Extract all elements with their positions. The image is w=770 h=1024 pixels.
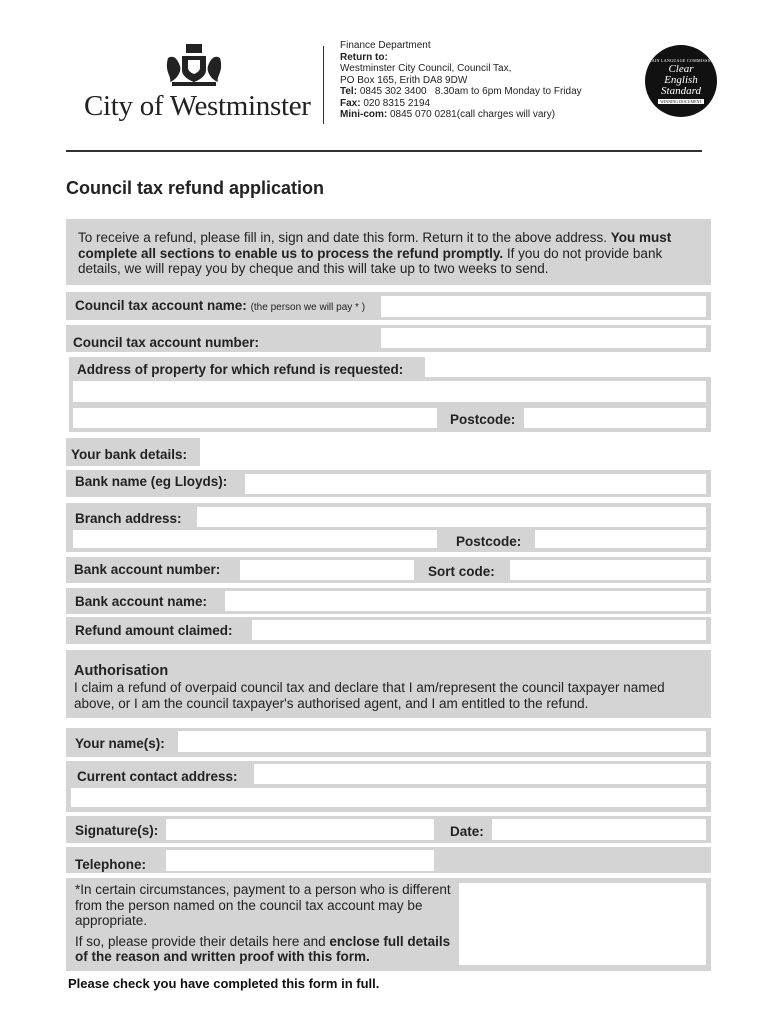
property-address-line2[interactable] xyxy=(73,408,437,428)
your-names-input[interactable] xyxy=(178,731,706,752)
refund-amount-input[interactable] xyxy=(252,620,706,640)
your-names-label: Your name(s): xyxy=(75,736,165,751)
logo-text: City of Westminster xyxy=(84,90,311,122)
account-number-label: Council tax account number: xyxy=(73,335,260,350)
authorisation-text: I claim a refund of overpaid council tax and declare that I am/represent the council taxpayer named above, or I am the council taxpayer's authorised agent, and I am entitled to the refund. xyxy=(74,680,665,711)
branch-address-label: Branch address: xyxy=(75,511,182,526)
header-divider xyxy=(323,46,324,124)
header-rule xyxy=(66,150,702,152)
branch-postcode-input[interactable] xyxy=(535,530,706,548)
page-title: Council tax refund application xyxy=(66,178,325,198)
contact-address-label: Current contact address: xyxy=(77,769,238,784)
clear-english-badge xyxy=(645,45,717,117)
sort-code-input[interactable] xyxy=(510,560,706,580)
intro-panel xyxy=(66,219,711,285)
department: Finance Department xyxy=(340,40,431,51)
property-postcode-label: Postcode: xyxy=(450,412,516,427)
fax-label: Fax: xyxy=(340,97,361,109)
address-line2: PO Box 165, Erith DA8 9DW xyxy=(340,74,468,86)
date-input[interactable] xyxy=(492,819,706,840)
badge-line2: English xyxy=(664,74,698,86)
bank-account-name-label: Bank account name: xyxy=(75,594,208,609)
property-postcode-input[interactable] xyxy=(524,408,706,428)
footnote-column xyxy=(75,882,459,965)
telephone-label: Telephone: xyxy=(75,857,147,872)
tel-label: Tel: xyxy=(340,86,358,97)
fax-value: 020 8315 2194 xyxy=(363,97,431,109)
signature-field[interactable] xyxy=(166,819,434,840)
badge-winning: WINNING DOCUMENT xyxy=(660,99,702,104)
return-to-label: Return to: xyxy=(340,51,388,63)
signatures-label: Signature(s): xyxy=(75,823,159,838)
account-name-note: (the person we will pay * ) xyxy=(250,302,366,313)
branch-postcode-label: Postcode: xyxy=(456,534,522,549)
account-name-label xyxy=(75,298,365,313)
property-address-label: Address of property for which refund is requested: xyxy=(77,362,404,377)
date-label: Date: xyxy=(450,824,484,839)
alternative-payee-details-input[interactable] xyxy=(459,883,706,965)
bank-name-label: Bank name (eg Lloyds): xyxy=(75,474,228,489)
branch-address-line1[interactable] xyxy=(197,507,706,527)
tel-value: 0845 302 3400 8.30am to 6pm Monday to Friday xyxy=(359,86,582,97)
refund-amount-label: Refund amount claimed: xyxy=(75,623,233,638)
intro-part1: To receive a refund, please fill in, sign and date this form. Return it to the above address. xyxy=(78,230,611,245)
bank-name-input[interactable] xyxy=(245,474,706,494)
property-address-line1[interactable] xyxy=(73,381,706,402)
account-number-input[interactable] xyxy=(381,328,706,348)
footnote-text2 xyxy=(75,934,459,965)
account-name-input[interactable] xyxy=(381,296,706,317)
badge-line1: Clear xyxy=(668,63,694,75)
footnote-text1: *In certain circumstances, payment to a person who is different from the person named on the council tax account may be appropriate. xyxy=(75,882,451,928)
telephone-input[interactable] xyxy=(166,850,434,871)
badge-ring-text: PLAIN LANGUAGE COMMISSION xyxy=(646,58,716,63)
bank-account-name-input[interactable] xyxy=(225,591,706,611)
return-address-block xyxy=(340,40,582,121)
bank-account-number-label: Bank account number: xyxy=(74,562,221,577)
bank-details-heading: Your bank details: xyxy=(71,447,188,462)
intro-part2: If you do not provide bank details, we will repay you by cheque and this will take up to two weeks to send. xyxy=(78,245,663,276)
bank-account-number-input[interactable] xyxy=(240,560,414,580)
footer-reminder: Please check you have completed this form in full. xyxy=(68,976,380,991)
minicom-label: Mini-com: xyxy=(340,109,388,120)
address-line1: Westminster City Council, Council Tax, xyxy=(340,63,512,74)
westminster-logo xyxy=(80,40,310,125)
authorisation-panel xyxy=(66,650,711,718)
contact-address-line1[interactable] xyxy=(254,764,706,784)
badge-line3: Standard xyxy=(661,85,701,97)
intro-bold: You must complete all sections to enable us to process the refund promptly. xyxy=(78,230,672,261)
account-name-label-text: Council tax account name: xyxy=(75,298,247,313)
contact-address-line2[interactable] xyxy=(71,788,706,807)
branch-address-line2[interactable] xyxy=(73,530,437,548)
minicom-value: 0845 070 0281(call charges will vary) xyxy=(390,109,556,120)
footnote-text2-bold: enclose full details of the reason and written proof with this form. xyxy=(75,933,451,964)
intro-text xyxy=(78,230,704,277)
sort-code-label: Sort code: xyxy=(428,564,495,579)
coat-of-arms-icon xyxy=(164,42,224,88)
authorisation-heading: Authorisation xyxy=(74,663,169,679)
footnote-text2-plain: If so, please provide their details here and xyxy=(75,933,330,949)
